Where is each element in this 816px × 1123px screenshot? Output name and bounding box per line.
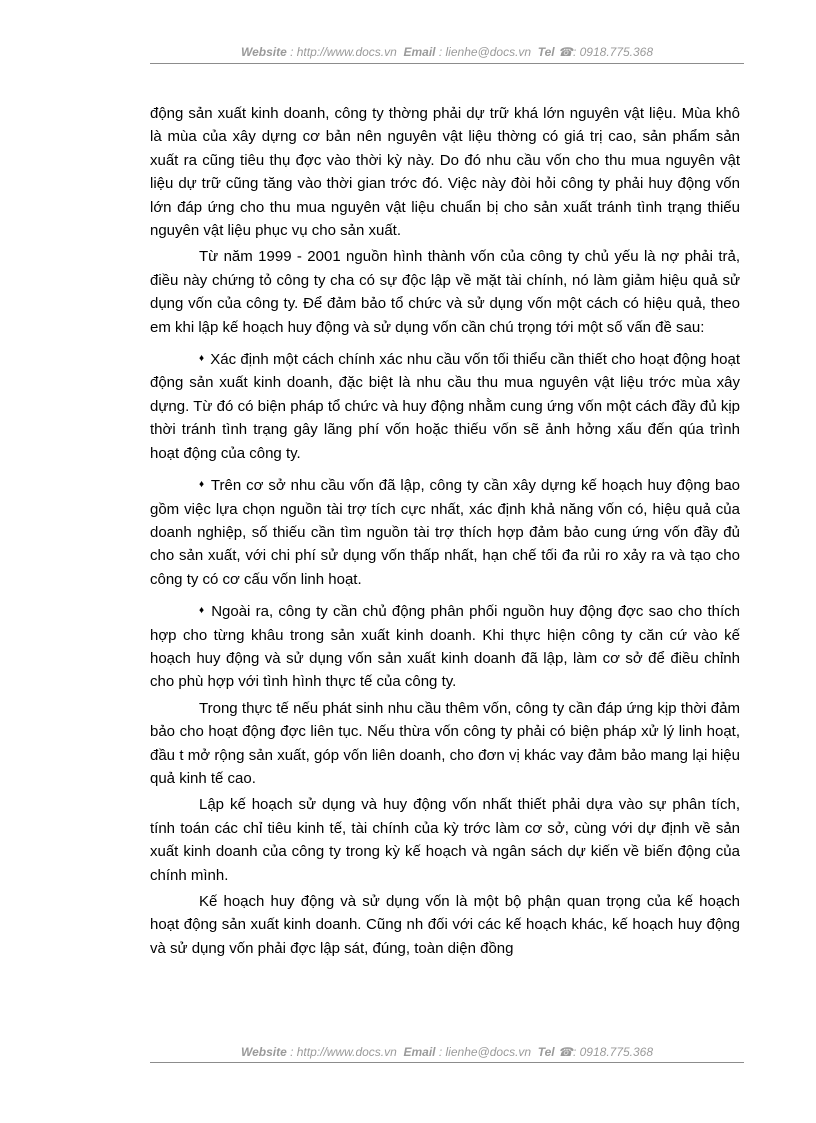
bullet-text-1: Xác định một cách chính xác nhu cầu vốn tối thiểu cần thiết cho hoạt động hoạt động sản xuất kinh doanh, đặc biệt là nhu cầu thu mua nguyên vật liệu trớc mùa xây dựng. Từ đó có biện pháp tổ chức và huy động nhằm cung ứng vốn một cách đầy đủ kịp thời tránh tình trạng gây lãng phí vốn hoặc thiếu vốn sẽ ảnh hởng xấu đến qúa trình hoạt động của công ty. (150, 351, 741, 462)
diamond-bullet-icon: ♦ (199, 353, 205, 365)
header-divider (150, 63, 744, 64)
phone-icon: ☎ (558, 1045, 573, 1059)
page-header (150, 45, 744, 59)
page-footer (150, 1045, 744, 1059)
paragraph-2: Từ năm 1999 - 2001 nguồn hình thành vốn của công ty chủ yếu là nợ phải trả, điều này chứng tỏ công ty cha có sự độc lập về mặt tài chính, nó làm giảm hiệu quả sử dụng vốn của công ty. Để đảm bảo tổ chức và sử dụng vốn một cách có hiệu quả, theo em khi lập kế hoạch huy động và sử dụng vốn cần chú trọng tới một số vấn đề sau: (150, 248, 740, 336)
bullet-item-2 (150, 473, 740, 591)
footer-divider (150, 1062, 744, 1063)
header-tel-number: : 0918.775.368 (572, 45, 654, 59)
diamond-bullet-icon: ♦ (199, 479, 205, 491)
footer-email-label: Email (403, 1045, 436, 1059)
footer-website-label: Website (240, 1045, 287, 1059)
bullet-text-3: Ngoài ra, công ty cần chủ động phân phối nguồn huy động đợc sao cho thích hợp cho từng khâu trong sản xuất kinh doanh. Khi thực hiện công ty căn cứ vào kế hoạch huy động và sử dụng vốn sản xuất kinh doanh đã lập, làm cơ sở để điều chỉnh cho phù hợp với tình hình thực tế của công ty. (150, 603, 741, 691)
footer-tel-number: : 0918.775.368 (572, 1045, 654, 1059)
phone-icon: ☎ (558, 45, 573, 59)
header-email-address[interactable]: : lienhe@docs.vn (438, 45, 532, 59)
header-website-label: Website (240, 45, 287, 59)
bullet-item-1 (150, 347, 740, 465)
paragraph-4: Lập kế hoạch sử dụng và huy động vốn nhất thiết phải dựa vào sự phân tích, tính toán các chỉ tiêu kinh tế, tài chính của kỳ trớc làm cơ sở, cùng với dự định về sản xuất kinh doanh của công ty trong kỳ kế hoạch và ngân sách dự kiến về biến động của chính mình. (150, 796, 740, 884)
header-email-label: Email (403, 45, 436, 59)
header-website-url[interactable]: : http://www.docs.vn (290, 45, 397, 59)
diamond-bullet-icon: ♦ (199, 605, 206, 617)
paragraph-3: Trong thực tế nếu phát sinh nhu cầu thêm vốn, công ty cần đáp ứng kịp thời đảm bảo cho hoạt động đợc liên tục. Nếu thừa vốn công ty phải có biện pháp xử lý linh hoạt, đầu t mở rộng sản xuất, góp vốn liên doanh, cho đơn vị khác vay đảm bảo mang lại hiệu quả kinh tế cao. (150, 699, 740, 787)
paragraph-5: Kế hoạch huy động và sử dụng vốn là một bộ phận quan trọng của kế hoạch hoạt động sản xuất kinh doanh. Cũng nh đối với các kế hoạch khác, kế hoạch huy động và sử dụng vốn phải đợc lập sát, đúng, toàn diện đồng (150, 893, 740, 957)
paragraph-1: động sản xuất kinh doanh, công ty thờng phải dự trữ khá lớn nguyên vật liệu. Mùa khô là mùa của xây dựng cơ bản nên nguyên vật liệu thờng có giá trị cao, sản phẩm sản xuất ra cũng tiêu thụ đợc vào thời kỳ này. Do đó nhu cầu vốn cho thu mua nguyên vật liệu dự trữ cũng tăng vào thời gian trớc đó. Việc này đòi hỏi công ty phải huy động vốn lớn đáp ứng cho thu mua nguyên vật liệu chuẩn bị cho sản xuất tránh tình trạng thiếu nguyên vật liệu phục vụ cho sản xuất. (150, 105, 740, 240)
bullet-item-3 (150, 599, 740, 694)
header-tel-label: Tel (537, 45, 555, 59)
bullet-text-2: Trên cơ sở nhu cầu vốn đã lập, công ty cần xây dựng kế hoạch huy động bao gồm việc lựa chọn nguồn tài trợ tích cực nhất, xác định khả năng vốn có, hiệu quả của doanh nghiệp, số thiếu cần tìm nguồn tài trợ thích hợp đảm bảo cung ứng vốn đầy đủ cho sản xuất, với chi phí sử dụng vốn thấp nhất, hạn chế tối đa rủi ro xảy ra và tạo cho công ty có cơ cấu vốn linh hoạt. (150, 477, 740, 588)
footer-tel-label: Tel (537, 1045, 555, 1059)
document-body (150, 102, 740, 963)
footer-email-address[interactable]: : lienhe@docs.vn (438, 1045, 532, 1059)
footer-website-url[interactable]: : http://www.docs.vn (290, 1045, 397, 1059)
